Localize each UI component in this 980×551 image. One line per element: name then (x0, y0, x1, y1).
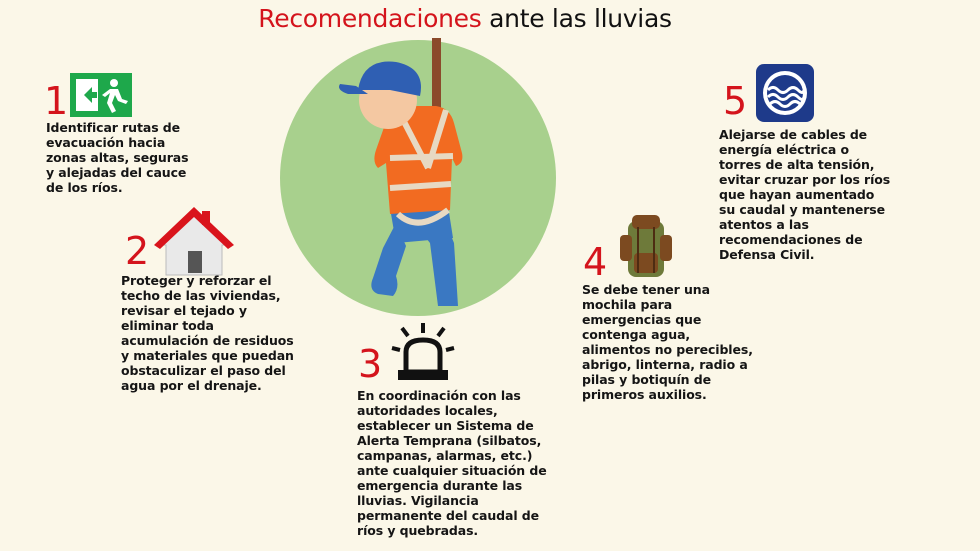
item-3-number: 3 (358, 342, 383, 386)
item-4-number: 4 (583, 240, 608, 284)
alarm-siren-icon (390, 322, 456, 384)
item-1-text: Identificar rutas de evacuación hacia zonas altas, seguras y alejadas del cauce de los ríos. (46, 120, 189, 195)
backpack-icon (618, 213, 674, 281)
page-title (0, 4, 930, 33)
item-4-text: Se debe tener una mochila para emergencias que contenga agua, alimentos no perecibles, abrigo, linterna, radio a pilas y botiquín de primeros auxilios. (582, 282, 753, 402)
title-highlight: Recomendaciones (258, 4, 482, 33)
item-3-text: En coordinación con las autoridades locales, establecer un Sistema de Alerta Temprana (silbatos, campanas, alarmas, etc.) ante cualquier situación de emergencia durante las lluvias. Vigilancia permanente del caudal de ríos y quebradas. (357, 388, 547, 538)
house-icon (152, 205, 236, 277)
emergency-exit-icon (70, 73, 132, 117)
item-5-text: Alejarse de cables de energía eléctrica o torres de alta tensión, evitar cruzar por los ríos que hayan aumentado su caudal y mantenerse atentos a las recomendaciones de Defensa Civil. (719, 127, 891, 262)
item-2-number: 2 (125, 229, 150, 273)
item-5-number: 5 (723, 79, 748, 123)
item-2-text: Proteger y reforzar el techo de las viviendas, revisar el tejado y eliminar toda acumulación de residuos y materiales que puedan obstaculizar el paso del agua por el drenaje. (121, 273, 294, 393)
water-level-icon (756, 64, 814, 122)
title-rest: ante las lluvias (481, 4, 672, 33)
item-1-number: 1 (44, 79, 69, 123)
rescue-worker-illustration (278, 38, 558, 318)
